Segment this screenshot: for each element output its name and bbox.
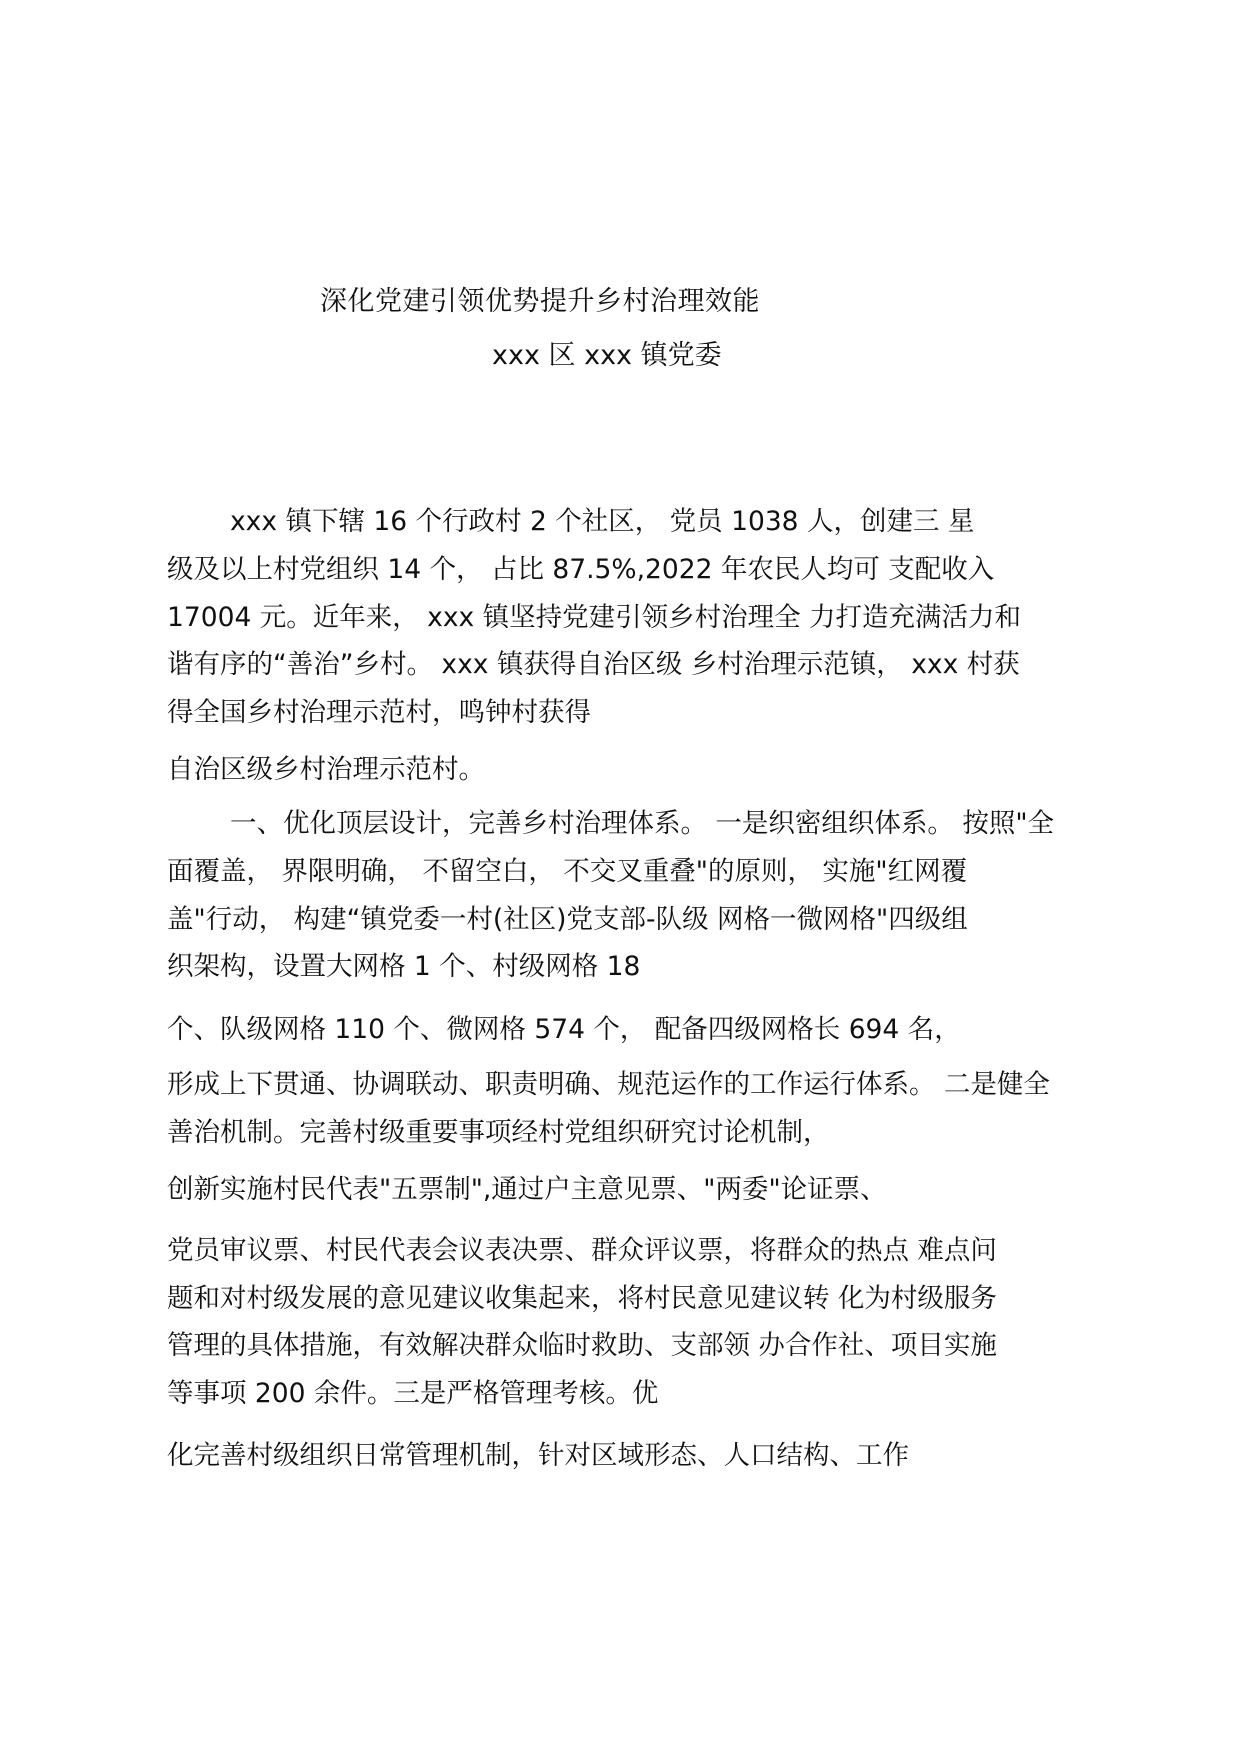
body-line: 等事项 200 余件。三是严格管理考核。优 [167,1378,659,1409]
body-line: 谐有序的“善治”乡村。 xxx 镇获得自治区级 乡村治理示范镇， xxx 村获 [167,649,1020,680]
body-line: 管理的具体措施，有效解决群众临时救助、支部领 办合作社、项目实施 [167,1330,997,1361]
body-line: 党员审议票、村民代表会议表决票、群众评议票，将群众的热点 难点问 [167,1235,997,1266]
body-line: 创新实施村民代表"五票制",通过户主意见票、"两委"论证票、 [167,1174,887,1205]
document-author: xxx 区 xxx 镇党委 [492,340,722,371]
body-line: 级及以上村党组织 14 个， 占比 87.5%,2022 年农民人均可 支配收入 [167,554,995,585]
body-line: 个、队级网格 110 个、微网格 574 个， 配备四级网格长 694 名， [167,1014,961,1045]
body-line: 面覆盖， 界限明确， 不留空白， 不交叉重叠"的原则， 实施"红网覆 [167,856,968,887]
document-title: 深化党建引领优势提升乡村治理效能 [320,286,760,317]
body-line: 题和对村级发展的意见建议收集起来，将村民意见建议转 化为村级服务 [167,1283,997,1314]
section-heading-line: 一、优化顶层设计，完善乡村治理体系。 一是织密组织体系。 按照"全 [230,808,1055,839]
body-line: 化完善村级组织日常管理机制，针对区域形态、人口结构、工作 [167,1440,909,1471]
body-line: xxx 镇下辖 16 个行政村 2 个社区， 党员 1038 人，创建三 星 [230,506,975,537]
body-line: 盖"行动， 构建“镇党委一村(社区)党支部-队级 网格一微网格"四级组 [167,904,968,935]
body-line: 善治机制。完善村级重要事项经村党组织研究讨论机制， [167,1117,830,1148]
body-line: 形成上下贯通、协调联动、职责明确、规范运作的工作运行体系。 二是健全 [167,1069,1050,1100]
body-line: 得全国乡村治理示范村，鸣钟村获得 [167,697,591,728]
body-line: 自治区级乡村治理示范村。 [167,754,485,785]
body-line: 17004 元。近年来， xxx 镇坚持党建引领乡村治理全 力打造充满活力和 [167,602,1022,633]
body-line: 织架构，设置大网格 1 个、村级网格 18 [167,951,641,982]
